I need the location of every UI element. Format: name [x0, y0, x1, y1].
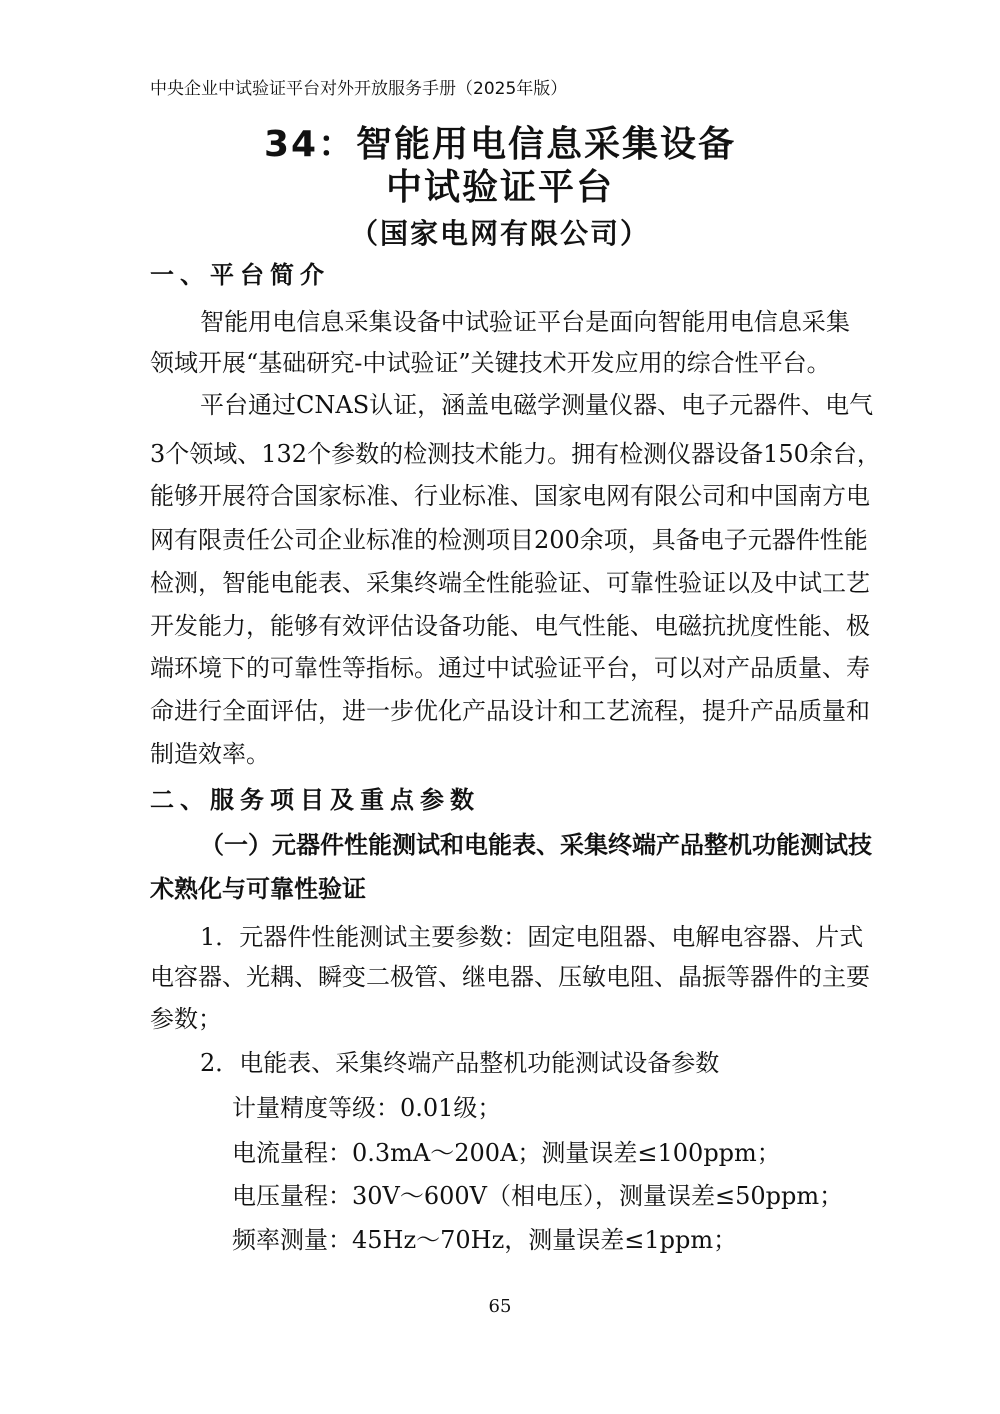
- parameter-line: 电流量程：0.3mA～200A；测量误差≤100ppm；: [232, 1139, 781, 1167]
- capability-paragraph-line: 3个领域、132个参数的检测技术能力。拥有检测仪器设备150余台，: [150, 440, 881, 468]
- item-2-text: 2．电能表、采集终端产品整机功能测试设备参数: [200, 1049, 720, 1077]
- parameter-line: 电压量程：30V～600V（相电压），测量误差≤50ppm；: [232, 1182, 844, 1210]
- intro-paragraph-line: 智能用电信息采集设备中试验证平台是面向智能用电信息采集: [200, 308, 850, 336]
- subsection-heading-line: 术熟化与可靠性验证: [150, 875, 366, 903]
- capability-paragraph-line: 检测，智能电能表、采集终端全性能验证、可靠性验证以及中试工艺: [150, 569, 870, 597]
- page-title-line-1: 34：智能用电信息采集设备: [263, 124, 737, 165]
- parameter-line: 频率测量：45Hz～70Hz，测量误差≤1ppm；: [232, 1226, 738, 1254]
- capability-paragraph-line: 端环境下的可靠性等指标。通过中试验证平台，可以对产品质量、寿: [150, 654, 870, 682]
- section-heading-intro: 一、平台简介: [150, 261, 330, 289]
- running-header: 中央企业中试验证平台对外开放服务手册（2025年版）: [150, 79, 568, 99]
- page-title-line-2: 中试验证平台: [385, 167, 614, 208]
- page-number: 65: [488, 1296, 512, 1317]
- organization-subtitle: （国家电网有限公司）: [349, 217, 650, 250]
- capability-paragraph-line: 制造效率。: [150, 740, 270, 768]
- capability-paragraph-line: 平台通过CNAS认证，涵盖电磁学测量仪器、电子元器件、电气: [200, 391, 874, 419]
- parameter-line: 计量精度等级：0.01级；: [232, 1094, 502, 1122]
- capability-paragraph-line: 能够开展符合国家标准、行业标准、国家电网有限公司和中国南方电: [150, 482, 870, 510]
- section-heading-services: 二、服务项目及重点参数: [150, 786, 480, 814]
- item-1-text-line: 参数；: [150, 1005, 222, 1033]
- item-1-text-line: 1．元器件性能测试主要参数：固定电阻器、电解电容器、片式: [200, 923, 864, 951]
- subsection-heading-line: （一）元器件性能测试和电能表、采集终端产品整机功能测试技: [200, 831, 872, 859]
- item-1-text-line: 电容器、光耦、瞬变二极管、继电器、压敏电阻、晶振等器件的主要: [150, 963, 870, 991]
- capability-paragraph-line: 网有限责任公司企业标准的检测项目200余项，具备电子元器件性能: [150, 526, 868, 554]
- capability-paragraph-line: 开发能力，能够有效评估设备功能、电气性能、电磁抗扰度性能、极: [150, 612, 870, 640]
- capability-paragraph-line: 命进行全面评估，进一步优化产品设计和工艺流程，提升产品质量和: [150, 697, 870, 725]
- intro-paragraph-line: 领域开展“基础研究-中试验证”关键技术开发应用的综合性平台。: [150, 349, 831, 377]
